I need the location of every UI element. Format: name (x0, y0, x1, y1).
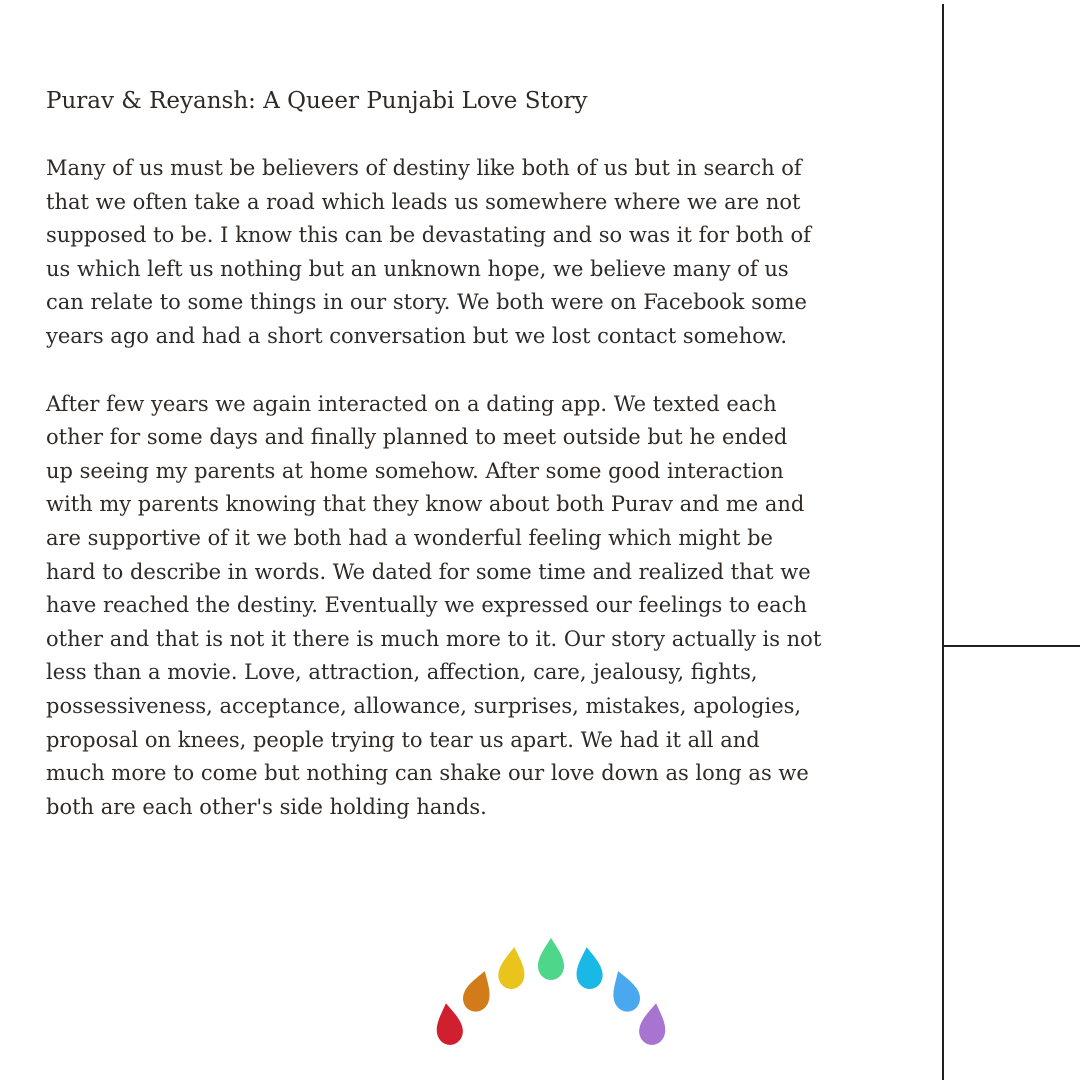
paragraph-2-line: possessiveness, acceptance, allowance, surprises, mistakes, apologies, (46, 693, 802, 718)
drop-icon (574, 946, 604, 990)
drop-icon (433, 1001, 465, 1046)
story-paragraph-2 (46, 388, 926, 825)
drop-icon (637, 1001, 669, 1046)
drop-icon (497, 946, 527, 990)
paragraph-2-line: less than a movie. Love, attraction, affection, care, jealousy, fights, (46, 660, 758, 685)
paragraph-1-line: us which left us nothing but an unknown hope, we believe many of us (46, 256, 789, 281)
paragraph-2-line: other and that is not it there is much more to it. Our story actually is not (46, 626, 822, 651)
rainbow-drops-icon (420, 930, 680, 1060)
story-paragraph-1 (46, 152, 926, 354)
drop-icon (606, 967, 644, 1015)
story-title: Purav & Reyansh: A Queer Punjabi Love Story (46, 88, 588, 114)
story-content (46, 84, 926, 858)
paragraph-2-line: up seeing my parents at home somehow. After some good interaction (46, 458, 784, 483)
paragraph-2-line: with my parents knowing that they know about both Purav and me and (46, 492, 805, 517)
paragraph-1-line: can relate to some things in our story. We both were on Facebook some (46, 290, 807, 315)
drop-icon (538, 938, 564, 980)
paragraph-2-line: much more to come but nothing can shake our love down as long as we (46, 761, 809, 786)
paragraph-2-line: After few years we again interacted on a dating app. We texted each (46, 391, 777, 416)
paragraph-2-line: both are each other's side holding hands. (46, 794, 487, 819)
horizontal-divider (944, 645, 1080, 647)
paragraph-2-line: have reached the destiny. Eventually we expressed our feelings to each (46, 593, 807, 618)
paragraph-2-line: are supportive of it we both had a wonderful feeling which might be (46, 525, 773, 550)
drop-icon (459, 967, 497, 1015)
vertical-divider (942, 4, 944, 1080)
paragraph-1-line: years ago and had a short conversation but we lost contact somehow. (46, 323, 788, 348)
paragraph-1-line: that we often take a road which leads us somewhere where we are not (46, 189, 801, 214)
paragraph-1-line: supposed to be. I know this can be devastating and so was it for both of (46, 223, 811, 248)
paragraph-2-line: other for some days and finally planned to meet outside but he ended (46, 425, 788, 450)
paragraph-2-line: hard to describe in words. We dated for some time and realized that we (46, 559, 811, 584)
paragraph-2-line: proposal on knees, people trying to tear us apart. We had it all and (46, 727, 760, 752)
paragraph-1-line: Many of us must be believers of destiny like both of us but in search of (46, 156, 802, 180)
